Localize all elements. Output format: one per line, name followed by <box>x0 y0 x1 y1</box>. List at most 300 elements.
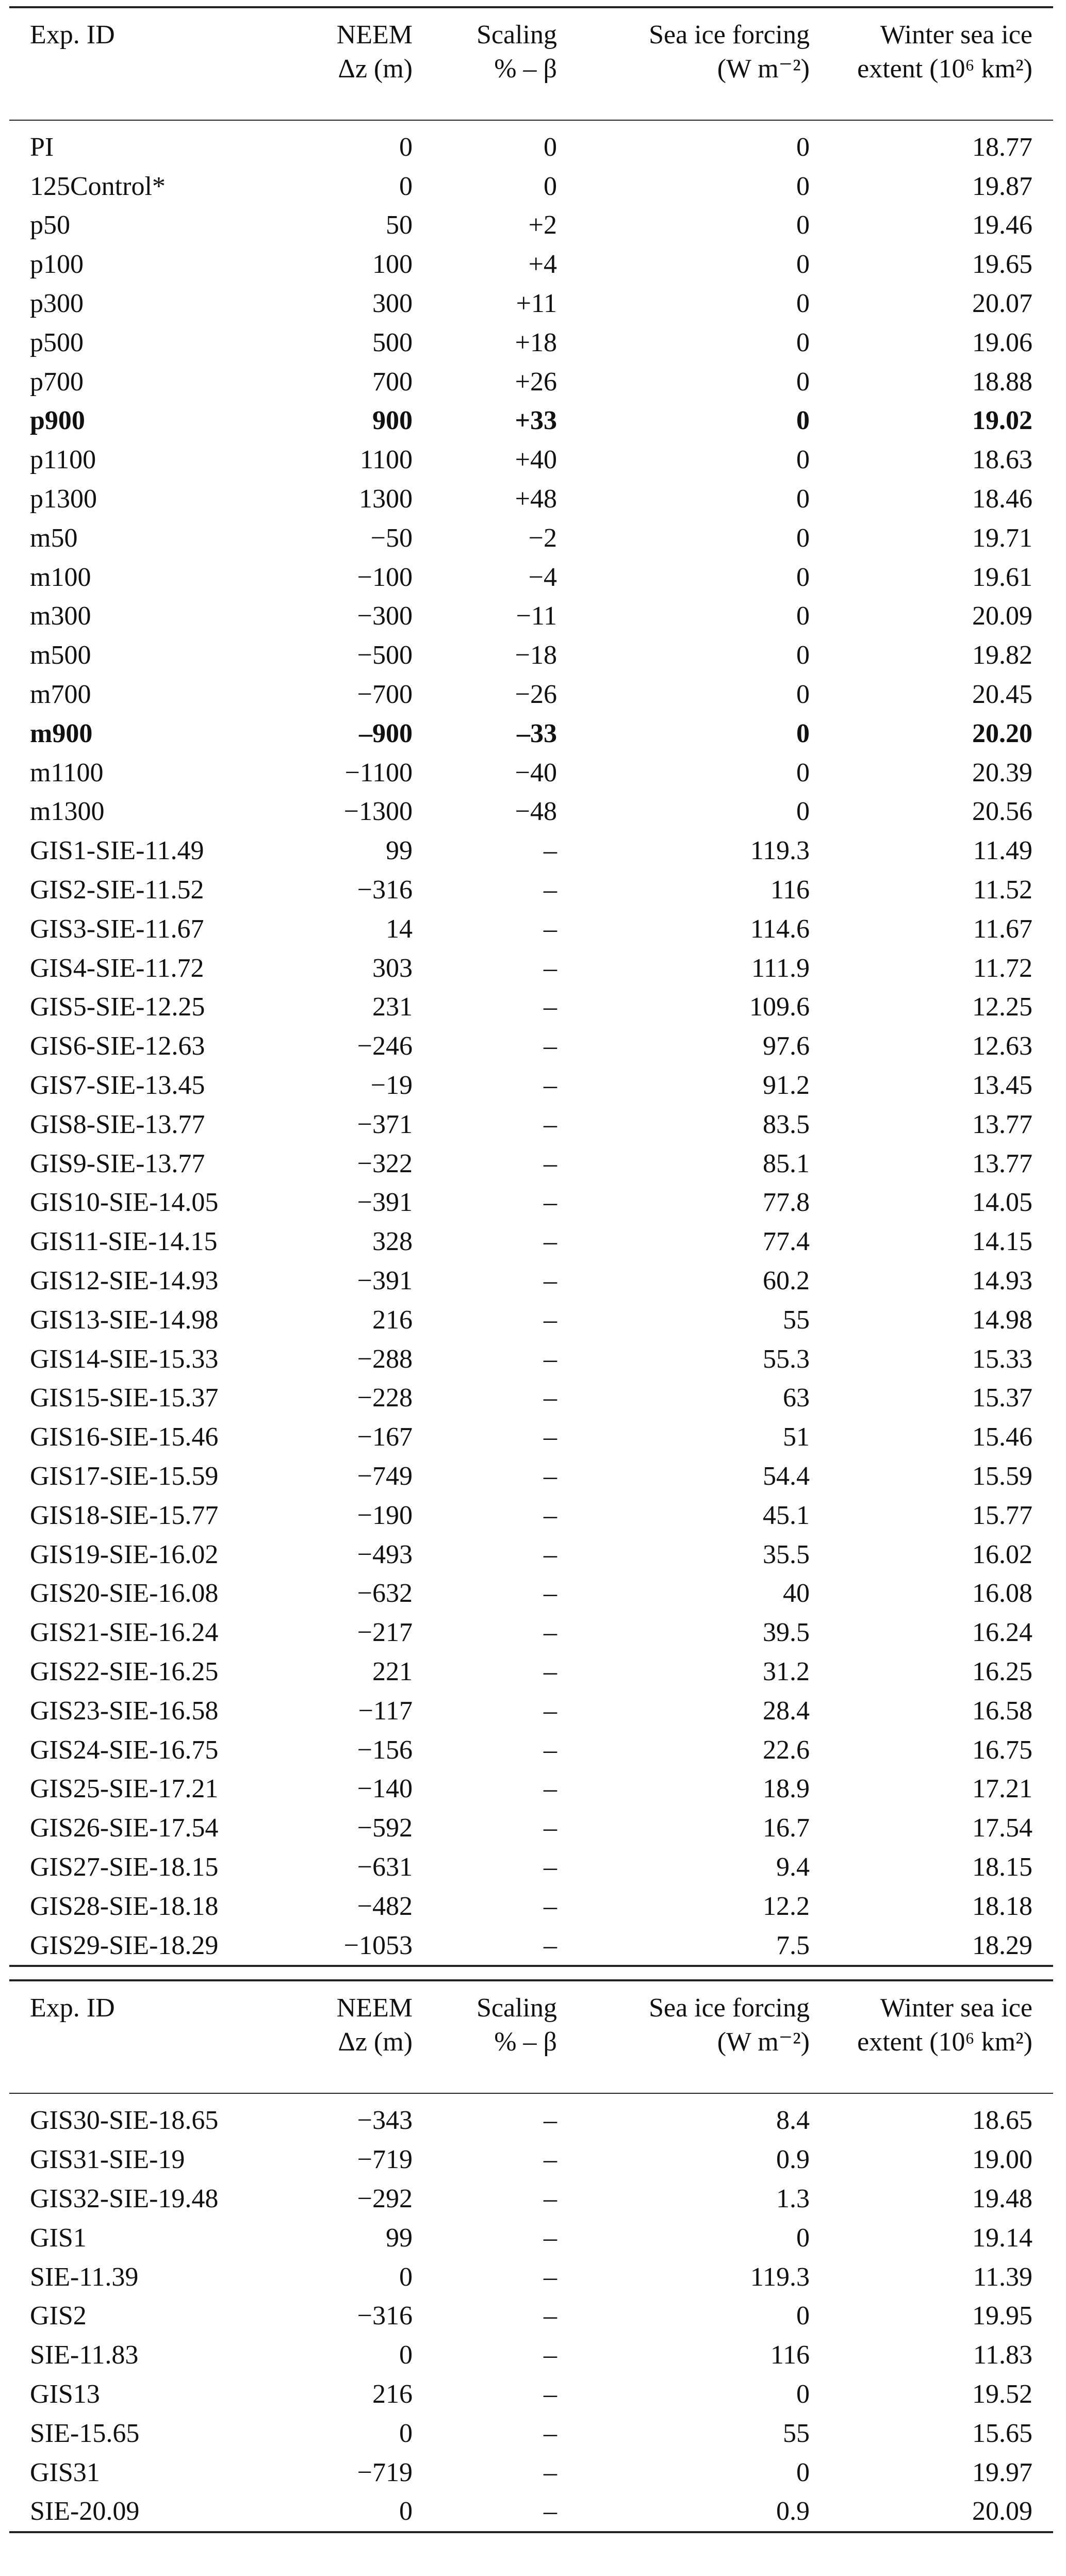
scaling-cell: −4 <box>528 562 557 592</box>
neem-dz-cell: 500 <box>372 327 413 357</box>
neem-dz-cell: −749 <box>357 1461 413 1491</box>
exp-id-cell: GIS31 <box>30 2457 100 2487</box>
table-row <box>9 167 1053 206</box>
scaling-cell: – <box>544 1266 557 1295</box>
scaling-cell: −48 <box>515 797 557 827</box>
scaling-cell: – <box>544 2457 557 2487</box>
sea-ice-forcing-cell: 0 <box>796 445 810 475</box>
sea-ice-forcing-cell: 18.9 <box>763 1774 810 1804</box>
neem-dz-cell: 1100 <box>359 445 413 475</box>
table-row <box>9 2140 1053 2179</box>
header-scaling: Scaling % – β <box>477 1993 557 2057</box>
scaling-cell: – <box>544 1227 557 1257</box>
exp-id-cell: GIS26-SIE-17.54 <box>30 1813 219 1843</box>
neem-dz-cell: −482 <box>357 1891 413 1921</box>
sea-ice-forcing-cell: 1.3 <box>776 2184 810 2213</box>
neem-dz-cell: −316 <box>357 875 413 905</box>
scaling-cell: – <box>544 2379 557 2409</box>
sea-ice-forcing-cell: 0 <box>796 562 810 592</box>
neem-dz-cell: −719 <box>357 2145 413 2175</box>
neem-dz-cell: –900 <box>359 718 413 748</box>
winter-extent-cell: 20.09 <box>972 2497 1032 2526</box>
neem-dz-cell: −322 <box>357 1148 413 1178</box>
sea-ice-forcing-cell: 116 <box>770 2340 810 2370</box>
exp-id-cell: GIS32-SIE-19.48 <box>30 2184 219 2213</box>
sea-ice-forcing-cell: 0 <box>796 2379 810 2409</box>
scaling-cell: – <box>544 2106 557 2136</box>
exp-id-cell: m100 <box>30 562 91 592</box>
sea-ice-forcing-cell: 16.7 <box>763 1813 810 1843</box>
exp-id-cell: p500 <box>30 327 84 357</box>
winter-extent-cell: 19.14 <box>972 2223 1032 2253</box>
table-row <box>9 2453 1053 2492</box>
scaling-cell: – <box>544 1813 557 1843</box>
exp-id-cell: p50 <box>30 210 70 240</box>
sea-ice-forcing-cell: 0 <box>796 210 810 240</box>
winter-extent-cell: 19.48 <box>972 2184 1032 2213</box>
exp-id-cell: m500 <box>30 641 91 670</box>
scaling-cell: – <box>544 1148 557 1178</box>
sea-ice-forcing-cell: 12.2 <box>763 1891 810 1921</box>
table-row <box>9 871 1053 910</box>
winter-extent-cell: 16.02 <box>972 1539 1032 1569</box>
scaling-cell: – <box>544 836 557 866</box>
winter-extent-cell: 19.52 <box>972 2379 1032 2409</box>
winter-extent-cell: 19.65 <box>972 250 1032 280</box>
neem-dz-cell: 231 <box>372 992 413 1022</box>
sea-ice-forcing-cell: 60.2 <box>763 1266 810 1295</box>
winter-extent-cell: 20.56 <box>972 797 1032 827</box>
table-row <box>9 1692 1053 1731</box>
sea-ice-forcing-cell: 31.2 <box>763 1656 810 1686</box>
neem-dz-cell: −288 <box>357 1344 413 1374</box>
neem-dz-cell: −391 <box>357 1188 413 1218</box>
table-row <box>9 1144 1053 1184</box>
table-row <box>9 636 1053 675</box>
scaling-cell: – <box>544 1579 557 1609</box>
header-forcing: Sea ice forcing (W m⁻²) <box>649 1993 810 2057</box>
scaling-cell: – <box>544 1696 557 1726</box>
scaling-cell: – <box>544 1305 557 1335</box>
winter-extent-cell: 19.00 <box>972 2145 1032 2175</box>
sea-ice-forcing-cell: 91.2 <box>763 1071 810 1101</box>
neem-dz-cell: 328 <box>372 1227 413 1257</box>
sea-ice-forcing-cell: 0 <box>796 171 810 201</box>
table-row <box>9 1652 1053 1692</box>
table-row <box>9 558 1053 597</box>
sea-ice-forcing-cell: 54.4 <box>763 1461 810 1491</box>
table-row <box>9 675 1053 714</box>
winter-extent-cell: 13.77 <box>972 1109 1032 1139</box>
sea-ice-forcing-cell: 114.6 <box>750 914 810 944</box>
scaling-cell: +40 <box>515 445 557 475</box>
sea-ice-forcing-cell: 63 <box>783 1383 810 1413</box>
table-row <box>9 284 1053 323</box>
winter-extent-cell: 19.02 <box>972 406 1032 436</box>
exp-id-cell: m900 <box>30 718 93 748</box>
exp-id-cell: GIS10-SIE-14.05 <box>30 1188 219 1218</box>
sea-ice-forcing-cell: 45.1 <box>763 1500 810 1530</box>
exp-id-cell: GIS8-SIE-13.77 <box>30 1109 205 1139</box>
sea-ice-forcing-cell: 0 <box>796 718 810 748</box>
neem-dz-cell: 303 <box>372 953 413 983</box>
exp-id-cell: GIS6-SIE-12.63 <box>30 1031 205 1061</box>
table-gap <box>9 1967 1053 1979</box>
sea-ice-forcing-cell: 0 <box>796 406 810 436</box>
neem-dz-cell: −1100 <box>345 758 413 787</box>
winter-extent-cell: 18.29 <box>972 1930 1032 1960</box>
table-row <box>9 597 1053 636</box>
table-body <box>9 2093 1053 2532</box>
table-row <box>9 1496 1053 1535</box>
exp-id-cell: GIS28-SIE-18.18 <box>30 1891 219 1921</box>
table-row <box>9 753 1053 793</box>
scaling-cell: 0 <box>544 132 557 162</box>
winter-extent-cell: 15.59 <box>972 1461 1032 1491</box>
exp-id-cell: GIS20-SIE-16.08 <box>30 1579 219 1609</box>
sea-ice-forcing-cell: 0 <box>796 2457 810 2487</box>
neem-dz-cell: −190 <box>357 1500 413 1530</box>
exp-id-cell: GIS17-SIE-15.59 <box>30 1461 219 1491</box>
neem-dz-cell: −292 <box>357 2184 413 2213</box>
exp-id-cell: SIE-11.83 <box>30 2340 139 2370</box>
neem-dz-cell: −167 <box>357 1422 413 1452</box>
scaling-cell: – <box>544 1461 557 1491</box>
table-row <box>9 2179 1053 2219</box>
neem-dz-cell: −700 <box>357 680 413 710</box>
scaling-cell: – <box>544 2145 557 2175</box>
table-row <box>9 2414 1053 2453</box>
table-row <box>9 1535 1053 1574</box>
scaling-cell: – <box>544 1656 557 1686</box>
winter-extent-cell: 16.58 <box>972 1696 1032 1726</box>
winter-extent-cell: 17.54 <box>972 1813 1032 1843</box>
neem-dz-cell: −500 <box>357 641 413 670</box>
sea-ice-forcing-cell: 39.5 <box>763 1618 810 1648</box>
scaling-cell: – <box>544 1031 557 1061</box>
scaling-cell: –33 <box>517 718 557 748</box>
exp-id-cell: GIS19-SIE-16.02 <box>30 1539 219 1569</box>
sea-ice-forcing-cell: 0 <box>796 758 810 787</box>
exp-id-cell: GIS22-SIE-16.25 <box>30 1656 219 1686</box>
neem-dz-cell: 14 <box>386 914 413 944</box>
winter-extent-cell: 19.06 <box>972 327 1032 357</box>
table-row <box>9 988 1053 1027</box>
table-row <box>9 1340 1053 1379</box>
scaling-cell: +26 <box>515 367 557 397</box>
sea-ice-forcing-cell: 51 <box>783 1422 810 1452</box>
winter-extent-cell: 14.15 <box>972 1227 1032 1257</box>
scaling-cell: – <box>544 992 557 1022</box>
winter-extent-cell: 15.46 <box>972 1422 1032 1452</box>
experiments-table-2 <box>9 1979 1053 2533</box>
exp-id-cell: m1300 <box>30 797 105 827</box>
winter-extent-cell: 18.15 <box>972 1852 1032 1882</box>
neem-dz-cell: −50 <box>370 523 413 553</box>
exp-id-cell: GIS29-SIE-18.29 <box>30 1930 219 1960</box>
neem-dz-cell: 700 <box>372 367 413 397</box>
sea-ice-forcing-cell: 0 <box>796 132 810 162</box>
header-forcing: Sea ice forcing (W m⁻²) <box>649 20 810 84</box>
neem-dz-cell: −719 <box>357 2457 413 2487</box>
neem-dz-cell: 0 <box>399 132 413 162</box>
exp-id-cell: m50 <box>30 523 78 553</box>
table-row <box>9 949 1053 988</box>
exp-id-cell: GIS2 <box>30 2301 87 2331</box>
neem-dz-cell: −246 <box>357 1031 413 1061</box>
table-row <box>9 1066 1053 1105</box>
table-row <box>9 1379 1053 1418</box>
winter-extent-cell: 16.24 <box>972 1618 1032 1648</box>
sea-ice-forcing-cell: 0 <box>796 289 810 319</box>
neem-dz-cell: 0 <box>399 171 413 201</box>
neem-dz-cell: 300 <box>372 289 413 319</box>
winter-extent-cell: 15.77 <box>972 1500 1032 1530</box>
table-row <box>9 1769 1053 1809</box>
scaling-cell: – <box>544 2418 557 2448</box>
winter-extent-cell: 20.39 <box>972 758 1032 787</box>
table-row <box>9 793 1053 832</box>
winter-extent-cell: 18.63 <box>972 445 1032 475</box>
scaling-cell: – <box>544 2340 557 2370</box>
sea-ice-forcing-cell: 0 <box>796 680 810 710</box>
neem-dz-cell: −156 <box>357 1735 413 1765</box>
table-row <box>9 1887 1053 1926</box>
table-row <box>9 480 1053 519</box>
winter-extent-cell: 18.46 <box>972 484 1032 514</box>
neem-dz-cell: −316 <box>357 2301 413 2331</box>
winter-extent-cell: 11.83 <box>973 2340 1032 2370</box>
scaling-cell: – <box>544 1852 557 1882</box>
scaling-cell: −26 <box>515 680 557 710</box>
header-neem: NEEM Δz (m) <box>336 20 413 84</box>
sea-ice-forcing-cell: 0 <box>796 327 810 357</box>
table-row <box>9 1613 1053 1652</box>
winter-extent-cell: 11.67 <box>973 914 1032 944</box>
table-row <box>9 1574 1053 1613</box>
sea-ice-forcing-cell: 0 <box>796 797 810 827</box>
table-row <box>9 1418 1053 1457</box>
table-row <box>9 206 1053 245</box>
exp-id-cell: GIS7-SIE-13.45 <box>30 1071 205 1101</box>
scaling-cell: +33 <box>515 406 557 436</box>
winter-extent-cell: 16.25 <box>972 1656 1032 1686</box>
header-exp-id: Exp. ID <box>30 1993 115 2023</box>
exp-id-cell: SIE-20.09 <box>30 2497 140 2526</box>
exp-id-cell: 125Control* <box>30 171 166 201</box>
header-neem: NEEM Δz (m) <box>336 1993 413 2057</box>
table-row <box>9 440 1053 480</box>
neem-dz-cell: −371 <box>357 1109 413 1139</box>
winter-extent-cell: 11.49 <box>973 836 1032 866</box>
winter-extent-cell: 15.33 <box>972 1344 1032 1374</box>
scaling-cell: – <box>544 1383 557 1413</box>
sea-ice-forcing-cell: 55 <box>783 2418 810 2448</box>
winter-extent-cell: 19.82 <box>972 641 1032 670</box>
winter-extent-cell: 16.75 <box>972 1735 1032 1765</box>
exp-id-cell: GIS1-SIE-11.49 <box>30 836 204 866</box>
winter-extent-cell: 19.61 <box>972 562 1032 592</box>
sea-ice-forcing-cell: 97.6 <box>763 1031 810 1061</box>
winter-extent-cell: 20.45 <box>972 680 1032 710</box>
table-row <box>9 1809 1053 1848</box>
sea-ice-forcing-cell: 22.6 <box>763 1735 810 1765</box>
sea-ice-forcing-cell: 35.5 <box>763 1539 810 1569</box>
header-exp-id: Exp. ID <box>30 20 115 50</box>
neem-dz-cell: 0 <box>399 2262 413 2292</box>
exp-id-cell: GIS23-SIE-16.58 <box>30 1696 219 1726</box>
table-row <box>9 323 1053 363</box>
sea-ice-forcing-cell: 8.4 <box>776 2106 810 2136</box>
exp-id-cell: p1100 <box>30 445 96 475</box>
sea-ice-forcing-cell: 77.8 <box>763 1188 810 1218</box>
exp-id-cell: GIS13-SIE-14.98 <box>30 1305 219 1335</box>
winter-extent-cell: 11.52 <box>973 875 1032 905</box>
table-body <box>9 120 1053 1966</box>
neem-dz-cell: −631 <box>357 1852 413 1882</box>
neem-dz-cell: 900 <box>372 406 413 436</box>
neem-dz-cell: 99 <box>386 836 413 866</box>
exp-id-cell: GIS25-SIE-17.21 <box>30 1774 219 1804</box>
sea-ice-forcing-cell: 0 <box>796 641 810 670</box>
winter-extent-cell: 19.71 <box>972 523 1032 553</box>
sea-ice-forcing-cell: 55 <box>783 1305 810 1335</box>
table-row <box>9 1926 1053 1966</box>
neem-dz-cell: 0 <box>399 2418 413 2448</box>
neem-dz-cell: 100 <box>372 250 413 280</box>
table-row <box>9 519 1053 558</box>
winter-extent-cell: 18.77 <box>972 132 1032 162</box>
exp-id-cell: GIS5-SIE-12.25 <box>30 992 205 1022</box>
winter-extent-cell: 13.45 <box>972 1071 1032 1101</box>
exp-id-cell: GIS24-SIE-16.75 <box>30 1735 219 1765</box>
scaling-cell: – <box>544 1422 557 1452</box>
neem-dz-cell: −391 <box>357 1266 413 1295</box>
scaling-cell: +2 <box>528 210 557 240</box>
sea-ice-forcing-cell: 55.3 <box>763 1344 810 1374</box>
scaling-cell: – <box>544 1344 557 1374</box>
winter-extent-cell: 18.18 <box>972 1891 1032 1921</box>
neem-dz-cell: 0 <box>399 2497 413 2526</box>
sea-ice-forcing-cell: 0.9 <box>776 2497 810 2526</box>
table-row <box>9 1731 1053 1770</box>
exp-id-cell: m700 <box>30 680 91 710</box>
sea-ice-forcing-cell: 0 <box>796 484 810 514</box>
exp-id-cell: GIS27-SIE-18.15 <box>30 1852 219 1882</box>
neem-dz-cell: 50 <box>386 210 413 240</box>
exp-id-cell: SIE-11.39 <box>30 2262 139 2292</box>
scaling-cell: – <box>544 1735 557 1765</box>
table-row <box>9 1301 1053 1340</box>
neem-dz-cell: −1300 <box>343 797 413 827</box>
sea-ice-forcing-cell: 28.4 <box>763 1696 810 1726</box>
scaling-cell: – <box>544 2223 557 2253</box>
header-extent: Winter sea ice extent (10⁶ km²) <box>857 1993 1032 2057</box>
exp-id-cell: GIS13 <box>30 2379 100 2409</box>
sea-ice-forcing-cell: 7.5 <box>776 1930 810 1960</box>
sea-ice-forcing-cell: 9.4 <box>776 1852 810 1882</box>
scaling-cell: – <box>544 1930 557 1960</box>
sea-ice-forcing-cell: 0 <box>796 2223 810 2253</box>
neem-dz-cell: 216 <box>372 1305 413 1335</box>
neem-dz-cell: −117 <box>358 1696 413 1726</box>
table-row <box>9 1848 1053 1887</box>
winter-extent-cell: 14.93 <box>972 1266 1032 1295</box>
neem-dz-cell: −19 <box>370 1071 413 1101</box>
exp-id-cell: PI <box>30 132 54 162</box>
neem-dz-cell: −632 <box>357 1579 413 1609</box>
winter-extent-cell: 20.07 <box>972 289 1032 319</box>
table-row <box>9 402 1053 441</box>
scaling-cell: – <box>544 1774 557 1804</box>
scaling-cell: – <box>544 2184 557 2213</box>
sea-ice-forcing-cell: 0 <box>796 367 810 397</box>
exp-id-cell: GIS15-SIE-15.37 <box>30 1383 219 1413</box>
exp-id-cell: p1300 <box>30 484 97 514</box>
scaling-cell: −18 <box>515 641 557 670</box>
table-row <box>9 1184 1053 1223</box>
sea-ice-forcing-cell: 77.4 <box>763 1227 810 1257</box>
table-header <box>9 1980 1053 2093</box>
sea-ice-forcing-cell: 0 <box>796 601 810 631</box>
table-row <box>9 714 1053 753</box>
winter-extent-cell: 15.65 <box>972 2418 1032 2448</box>
table-row <box>9 363 1053 402</box>
winter-extent-cell: 12.63 <box>972 1031 1032 1061</box>
table-row <box>9 831 1053 871</box>
sea-ice-forcing-cell: 119.3 <box>750 2262 810 2292</box>
scaling-cell: −11 <box>516 601 557 631</box>
exp-id-cell: m300 <box>30 601 91 631</box>
exp-id-cell: GIS21-SIE-16.24 <box>30 1618 219 1648</box>
exp-id-cell: GIS14-SIE-15.33 <box>30 1344 219 1374</box>
exp-id-cell: GIS31-SIE-19 <box>30 2145 185 2175</box>
exp-id-cell: p700 <box>30 367 84 397</box>
scaling-cell: +11 <box>516 289 557 319</box>
scaling-cell: – <box>544 1500 557 1530</box>
exp-id-cell: p900 <box>30 406 85 436</box>
neem-dz-cell: −100 <box>357 562 413 592</box>
neem-dz-cell: −592 <box>357 1813 413 1843</box>
experiments-table-1 <box>9 6 1053 1967</box>
exp-id-cell: GIS1 <box>30 2223 87 2253</box>
winter-extent-cell: 11.39 <box>973 2262 1032 2292</box>
winter-extent-cell: 16.08 <box>972 1579 1032 1609</box>
sea-ice-forcing-cell: 85.1 <box>763 1148 810 1178</box>
table-row <box>9 1222 1053 1261</box>
sea-ice-forcing-cell: 119.3 <box>750 836 810 866</box>
exp-id-cell: GIS4-SIE-11.72 <box>30 953 204 983</box>
table-row <box>9 1261 1053 1301</box>
exp-id-cell: GIS18-SIE-15.77 <box>30 1500 219 1530</box>
sea-ice-forcing-cell: 0 <box>796 250 810 280</box>
sea-ice-forcing-cell: 0 <box>796 2301 810 2331</box>
exp-id-cell: p300 <box>30 289 84 319</box>
exp-id-cell: p100 <box>30 250 84 280</box>
exp-id-cell: GIS30-SIE-18.65 <box>30 2106 219 2136</box>
scaling-cell: −2 <box>528 523 557 553</box>
table-row <box>9 1105 1053 1144</box>
winter-extent-cell: 20.09 <box>972 601 1032 631</box>
table-row <box>9 1027 1053 1066</box>
sea-ice-forcing-cell: 116 <box>770 875 810 905</box>
neem-dz-cell: 1300 <box>359 484 413 514</box>
scaling-cell: +18 <box>515 327 557 357</box>
winter-extent-cell: 19.46 <box>972 210 1032 240</box>
table-row <box>9 120 1053 167</box>
table-row <box>9 2093 1053 2140</box>
winter-extent-cell: 14.05 <box>972 1188 1032 1218</box>
